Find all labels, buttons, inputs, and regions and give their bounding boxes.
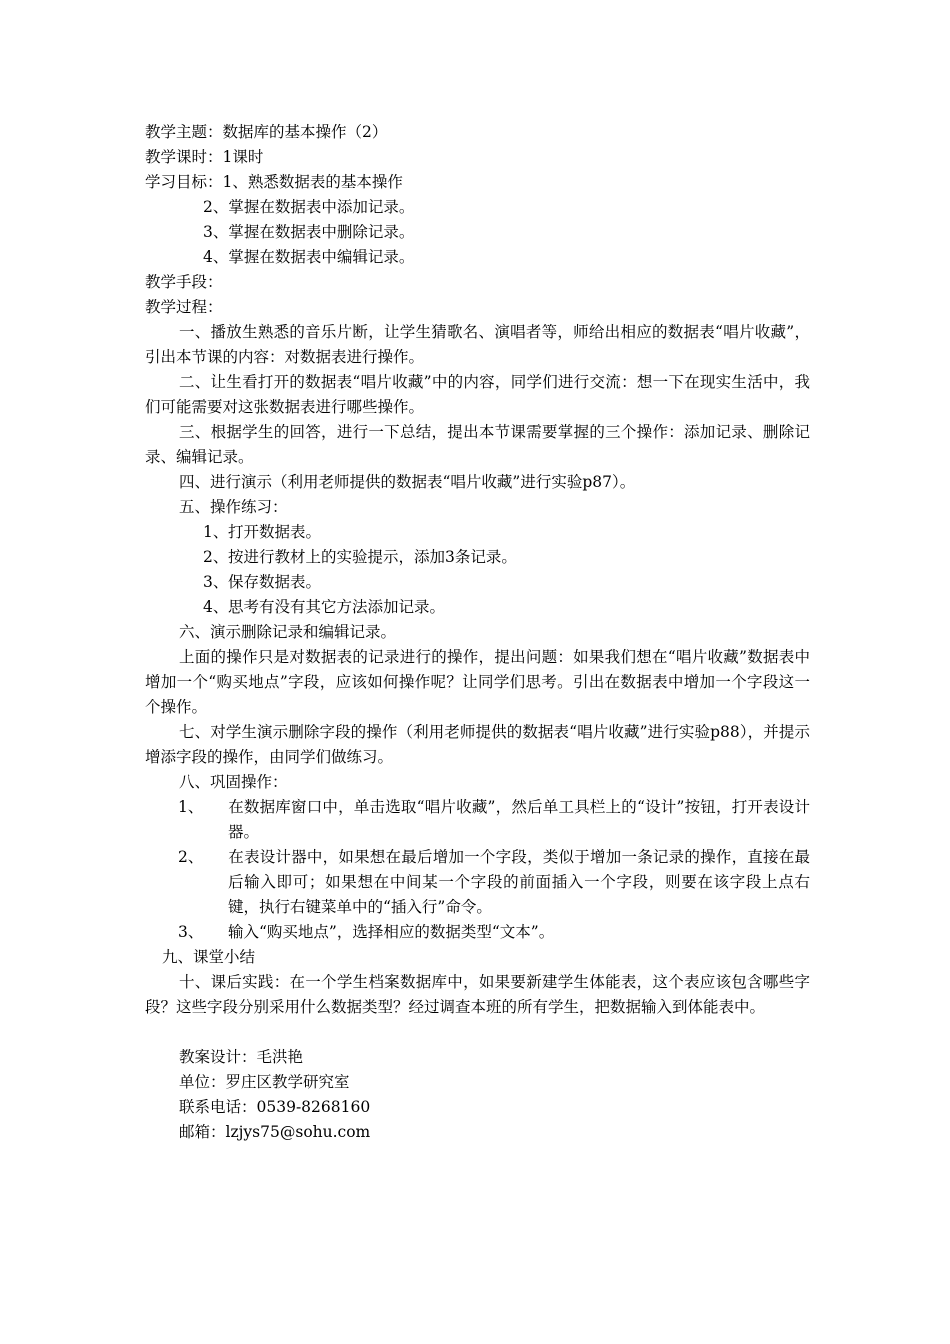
consolidation-item-3 xyxy=(145,920,810,945)
exercise-num: 4、 xyxy=(203,598,229,616)
objective-3: 3、掌握在数据表中删除记录。 xyxy=(203,223,415,241)
teaching-process: 教学过程： xyxy=(145,298,223,316)
step-10: 十、课后实践：在一个学生档案数据库中，如果要新建学生体能表，这个表应该包含哪些字段？这些字段分别采用什么数据类型？经过调查本班的所有学生，把数据输入到体能表中。 xyxy=(145,973,810,1016)
author-info xyxy=(145,1045,810,1145)
objective-4: 4、掌握在数据表中编辑记录。 xyxy=(203,248,415,266)
exercise-item-2 xyxy=(145,545,810,570)
step-9: 九、课堂小结 xyxy=(162,948,256,966)
step-6-paragraph: 上面的操作只是对数据表的记录进行的操作，提出问题：如果我们想在“唱片收藏”数据表中增加一个“购买地点”字段，应该如何操作呢？让同学们思考。引出在数据表中增加一个字段这一个操作。 xyxy=(145,648,810,716)
step-1: 一、播放生熟悉的音乐片断，让学生猜歌名、演唱者等，师给出相应的数据表“唱片收藏”，引出本节课的内容：对数据表进行操作。 xyxy=(145,323,810,366)
consolidation-item-2 xyxy=(145,845,810,920)
step-6: 六、演示删除记录和编辑记录。 xyxy=(179,623,397,641)
step-8: 八、巩固操作： xyxy=(179,773,288,791)
step-5: 五、操作练习： xyxy=(179,498,288,516)
objective-1: 学习目标：1、熟悉数据表的基本操作 xyxy=(145,173,403,191)
exercise-text: 打开数据表。 xyxy=(228,523,322,541)
lesson-plan-body xyxy=(145,120,810,1145)
exercise-num: 3、 xyxy=(203,573,229,591)
lesson-topic: 教学主题：数据库的基本操作（2） xyxy=(145,123,388,141)
exercise-item-4 xyxy=(145,595,810,620)
step-4: 四、进行演示（利用老师提供的数据表“唱片收藏”进行实验p87）。 xyxy=(179,473,636,491)
exercise-item-1 xyxy=(145,520,810,545)
step-2: 二、让生看打开的数据表“唱片收藏”中的内容，同学们进行交流：想一下在现实生活中，我们可能需要对这张数据表进行哪些操作。 xyxy=(145,373,810,416)
exercise-text: 按进行教材上的实验提示，添加3条记录。 xyxy=(228,548,517,566)
exercise-num: 1、 xyxy=(203,523,229,541)
consolidation-item-1 xyxy=(145,795,810,845)
exercise-text: 思考有没有其它方法添加记录。 xyxy=(228,598,446,616)
step-7: 七、对学生演示删除字段的操作（利用老师提供的数据表“唱片收藏”进行实验p88），并提示增添字段的操作，由同学们做练习。 xyxy=(145,723,810,766)
phone: 联系电话：0539-8268160 xyxy=(179,1098,371,1116)
consolidation-num: 2、 xyxy=(178,848,204,866)
objective-2: 2、掌握在数据表中添加记录。 xyxy=(203,198,415,216)
consolidation-num: 3、 xyxy=(178,923,204,941)
consolidation-num: 1、 xyxy=(178,798,204,816)
step-3: 三、根据学生的回答，进行一下总结，提出本节课需要掌握的三个操作：添加记录、删除记录、编辑记录。 xyxy=(145,423,810,466)
consolidation-text: 输入“购买地点”，选择相应的数据类型“文本”。 xyxy=(228,923,555,941)
consolidation-text: 在表设计器中，如果想在最后增加一个字段，类似于增加一条记录的操作，直接在最后输入即可；如果想在中间某一个字段的前面插入一个字段，则要在该字段上点右键，执行右键菜单中的“插入行”命令。 xyxy=(228,848,810,916)
lesson-hours: 教学课时：1课时 xyxy=(145,148,264,166)
unit: 单位：罗庄区教学研究室 xyxy=(179,1073,350,1091)
email: 邮箱：lzjys75@sohu.com xyxy=(179,1123,371,1141)
teaching-means: 教学手段： xyxy=(145,273,223,291)
exercise-num: 2、 xyxy=(203,548,229,566)
designer: 教案设计：毛洪艳 xyxy=(179,1048,304,1066)
consolidation-text: 在数据库窗口中，单击选取“唱片收藏”，然后单工具栏上的“设计”按钮，打开表设计器。 xyxy=(228,798,810,841)
exercise-item-3 xyxy=(145,570,810,595)
exercise-text: 保存数据表。 xyxy=(228,573,322,591)
